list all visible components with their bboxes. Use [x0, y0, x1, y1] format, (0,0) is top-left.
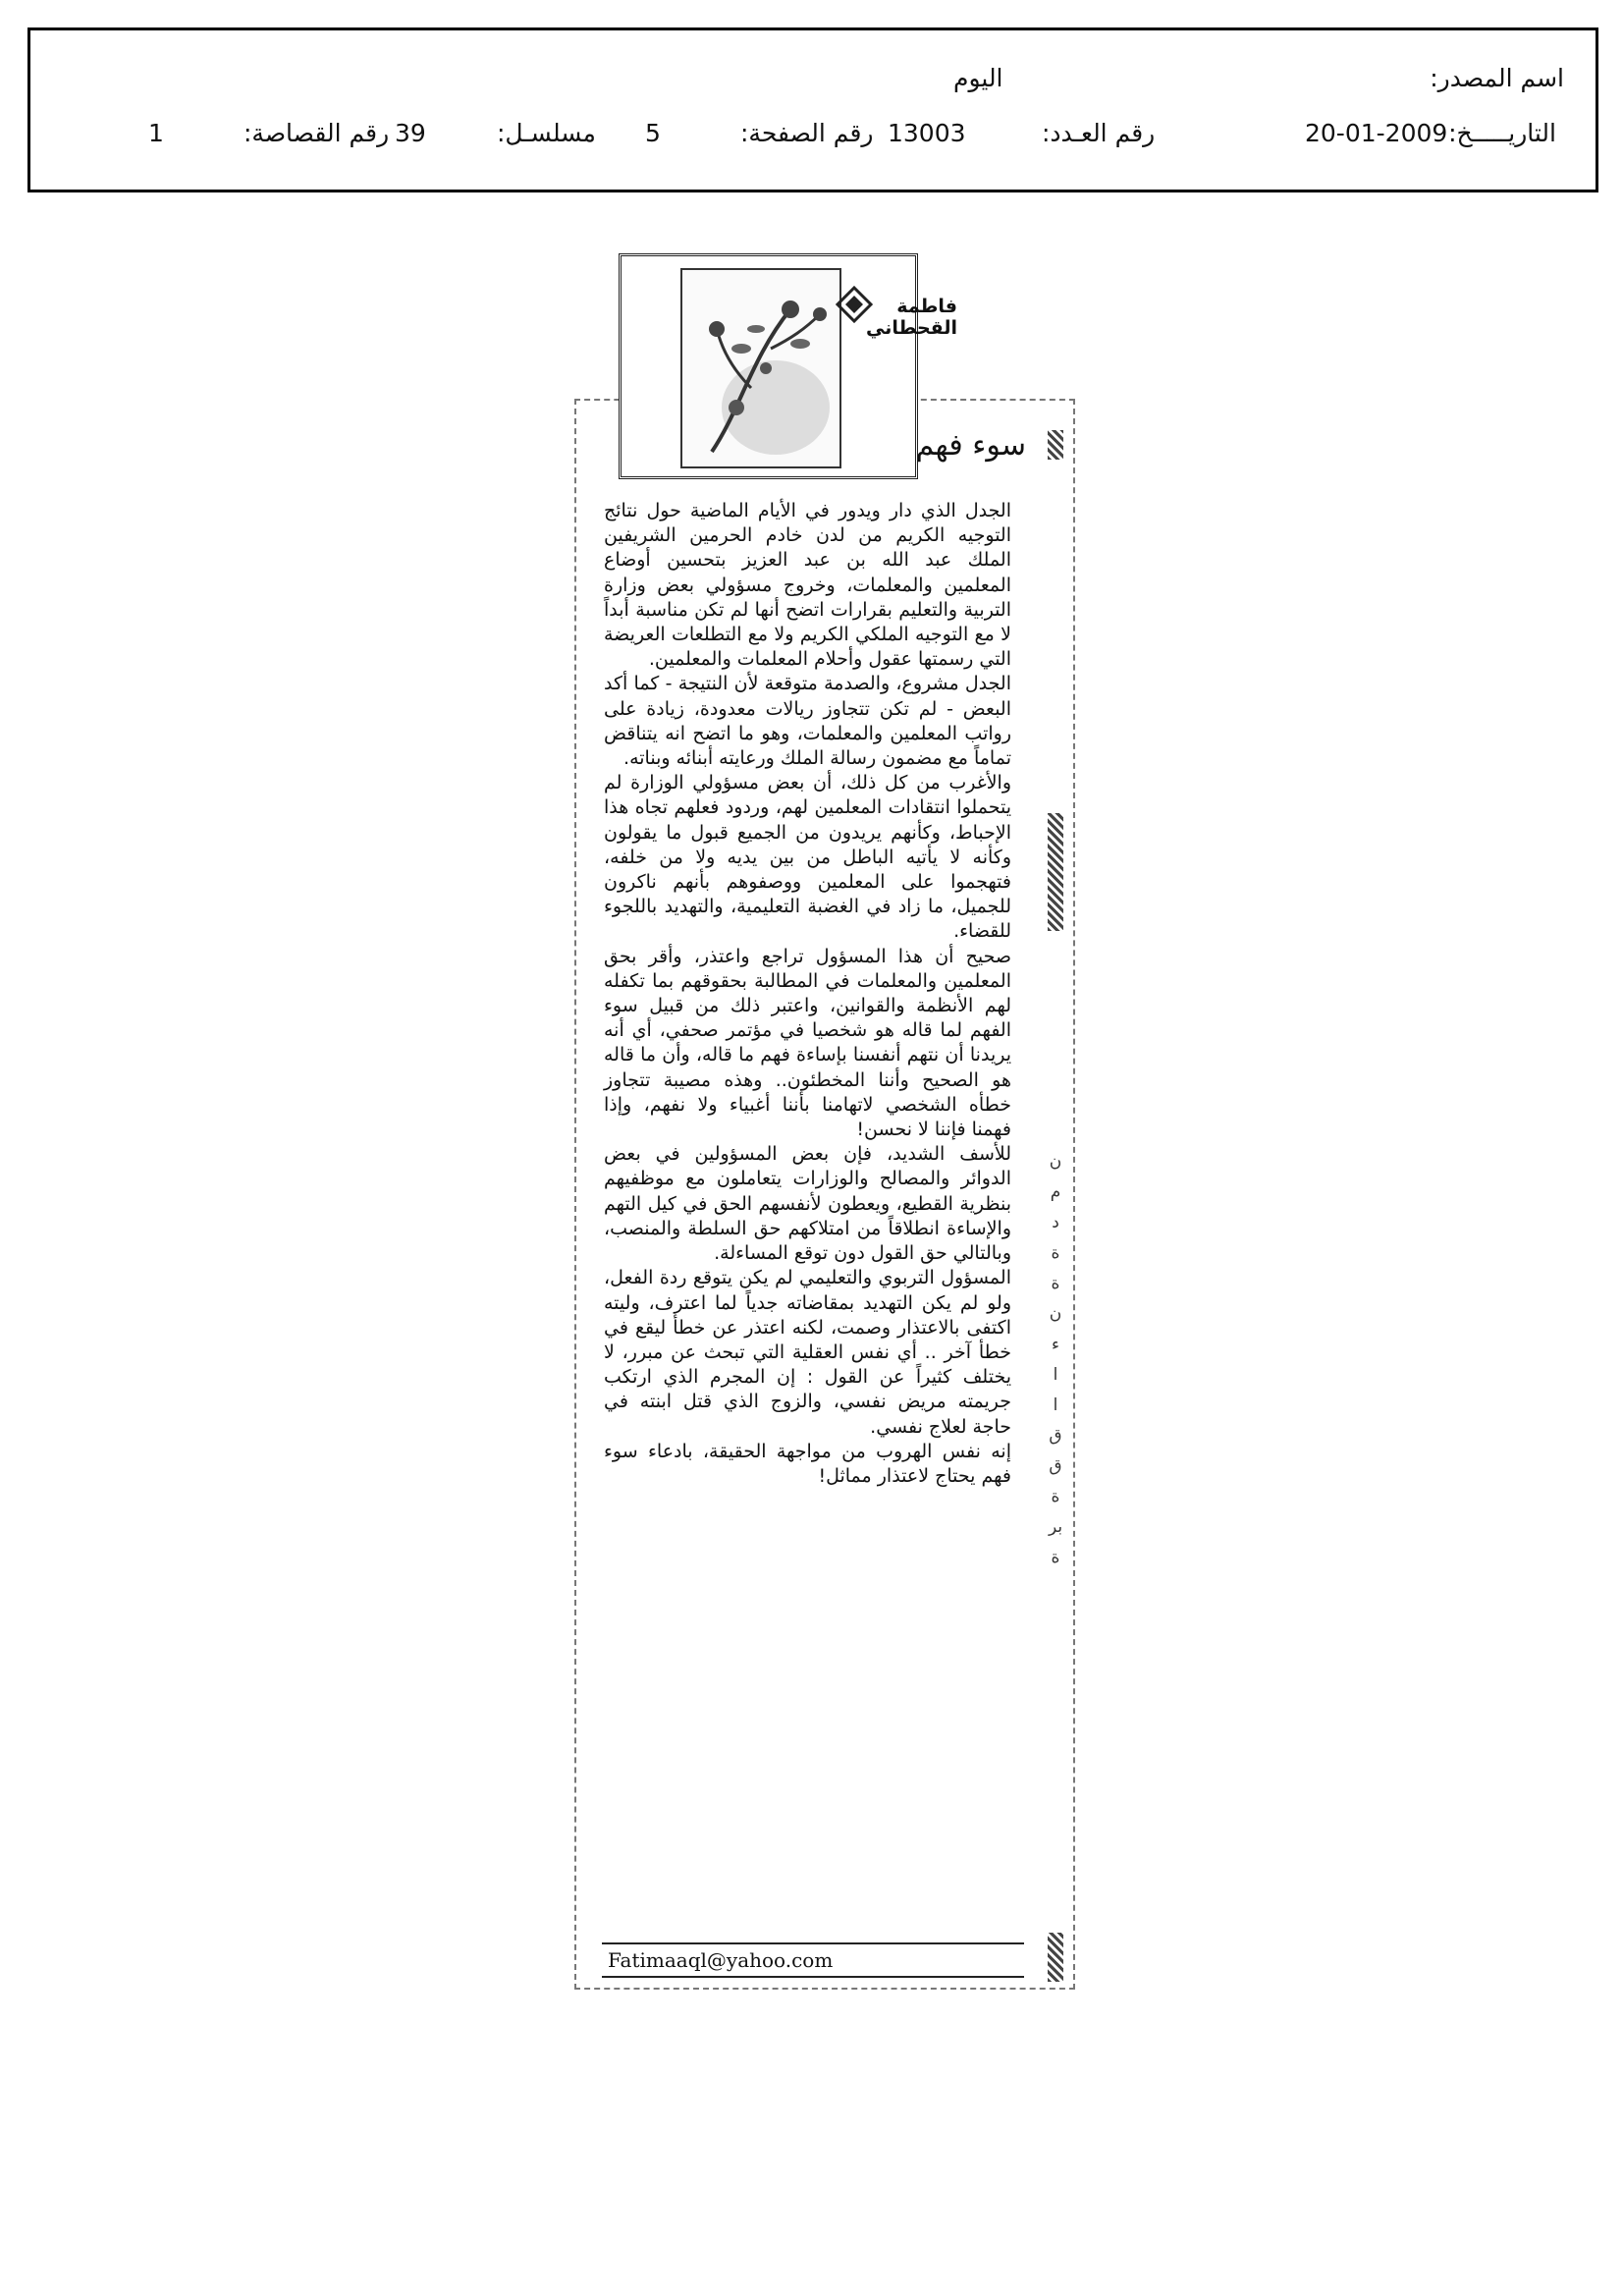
adjacent-letter: ا [1053, 1365, 1058, 1385]
adjacent-letter: ن [1049, 1304, 1062, 1324]
date-value: 20-01-2009 [1305, 119, 1448, 147]
adjacent-letter: ن [1049, 1152, 1062, 1172]
adjacent-letter: ق [1049, 1456, 1062, 1476]
page-value: 5 [645, 119, 661, 147]
source-label: اسم المصدر: [1430, 64, 1564, 92]
clip-value: 1 [148, 119, 164, 147]
adjacent-letter: ا [1053, 1395, 1058, 1415]
article-paragraph: إنه نفس الهروب من مواجهة الحقيقة، بادعاء سوء فهم يحتاج لاعتذار مماثل! [604, 1440, 1011, 1487]
floral-illustration [682, 270, 839, 466]
author-name: فاطمة القحطاني [865, 296, 957, 339]
adjacent-letter: ق [1049, 1426, 1062, 1446]
article-paragraph: والأغرب من كل ذلك، أن بعض مسؤولي الوزارة لم يتحملوا انتقادات المعلمين لهم، وردود فعلهم تجاه هذا الإحباط، وكأنهم يريدون من الجميع قبول ما يقولون وكأنه لا يأتيه الباطل من بين يديه ولا من خلفه، فتهجموا على المعلمين ووصفوهم بأنهم ناكرون للجميل، ما زاد في الغضبة التعليمية، والتهديد باللجوء للقضاء. [604, 772, 1011, 943]
adjacent-letter: بر [1048, 1517, 1063, 1537]
article-paragraph: الجدل مشروع، والصدمة متوقعة لأن النتيجة - كما أكد البعض - لم تكن تتجاوز ريالات معدودة، زيادة على رواتب المعلمين والمعلمات، وهو ما اتضح انه يتناقض تماماً مع مضمون رسالة الملك ورعايته أبنائه وبناته. [604, 673, 1011, 770]
article-paragraph: المسؤول التربوي والتعليمي لم يكن يتوقع ردة الفعل، ولو لم يكن التهديد بمقاضاته جدياً لما اعترف، وليته اكتفى بالاعتذار وصمت، لكنه اعتذر عن خطأ ليقع في خطأ آخر .. أي نفس العقلية التي تبحث عن مبرر، لا يختلف كثيراً عن القول : إن المجرم الذي ارتكب جريمته مريض نفسي، والزوج الذي قتل ابنته في حاجة لعلاج نفسي. [604, 1267, 1011, 1438]
floral-logo-image [680, 268, 841, 468]
adjacent-letter: د [1052, 1213, 1059, 1232]
adjacent-column-text [1036, 1147, 1075, 1573]
adjacent-letter: ة [1051, 1548, 1060, 1567]
article-paragraph: للأسف الشديد، فإن بعض المسؤولين في بعض الدوائر والمصالح والوزارات يتعاملون مع موظفيهم بنظرية القطيع، ويعطون لأنفسهم الحق في كيل التهم والإساءة انطلاقاً من امتلاكهم حق السلطة والمنصب، وبالتالي حق القول دون توقع المساءلة. [604, 1143, 1011, 1265]
author-email: Fatimaaql@yahoo.com [602, 1942, 1024, 1978]
hatch-pattern [1048, 430, 1063, 460]
issue-value: 13003 [888, 119, 966, 147]
source-value: اليوم [953, 64, 1003, 92]
article-title: سوء فهم [915, 428, 1026, 463]
newspaper-clipping [574, 253, 1075, 1992]
adjacent-letter: ء [1052, 1335, 1059, 1354]
serial-value: 39 [395, 119, 426, 147]
adjacent-letter: ة [1051, 1243, 1060, 1263]
source-info-box [27, 27, 1598, 192]
article-body [604, 499, 1011, 1489]
hatch-pattern [1048, 813, 1063, 931]
clip-label: رقم القصاصة: [243, 119, 390, 147]
adjacent-letter: م [1050, 1182, 1061, 1202]
hatch-pattern [1048, 1933, 1063, 1982]
adjacent-letter: ة [1051, 1274, 1060, 1293]
issue-label: رقم العـدد: [1042, 119, 1156, 147]
adjacent-letter: ة [1051, 1487, 1060, 1506]
article-paragraph: الجدل الذي دار ويدور في الأيام الماضية حول نتائج التوجيه الكريم من لدن خادم الحرمين الشريفين الملك عبد الله بن عبد العزيز بتحسين أوضاع المعلمين والمعلمات، وخروج مسؤولي بعض وزارة التربية والتعليم بقرارات اتضح أنها لم تكن مناسبة أبداً لا مع التوجيه الملكي الكريم ولا مع التطلعات العريضة التي رسمتها عقول وأحلام المعلمات والمعلمين. [604, 500, 1011, 671]
serial-label: مسلسـل: [497, 119, 596, 147]
date-label: التاريـــــخ: [1448, 119, 1556, 147]
article-paragraph: صحيح أن هذا المسؤول تراجع واعتذر، وأقر بحق المعلمين والمعلمات في المطالبة بحقوقهم بما تكفله لهم الأنظمة والقوانين، واعتبر ذلك من قبيل سوء الفهم لما قاله هو شخصيا في مؤتمر صحفي، أي أنه يريدنا أن نتهم أنفسنا بإساءة فهم ما قاله، وأن ما قاله هو الصحيح وأننا المخطئون.. وهذه مصيبة تتجاوز خطأه الشخصي لاتهامنا بأننا أغبياء ولا نفهم، وإذا فهمنا فإننا لا نحسن! [604, 945, 1011, 1141]
page-label: رقم الصفحة: [740, 119, 874, 147]
